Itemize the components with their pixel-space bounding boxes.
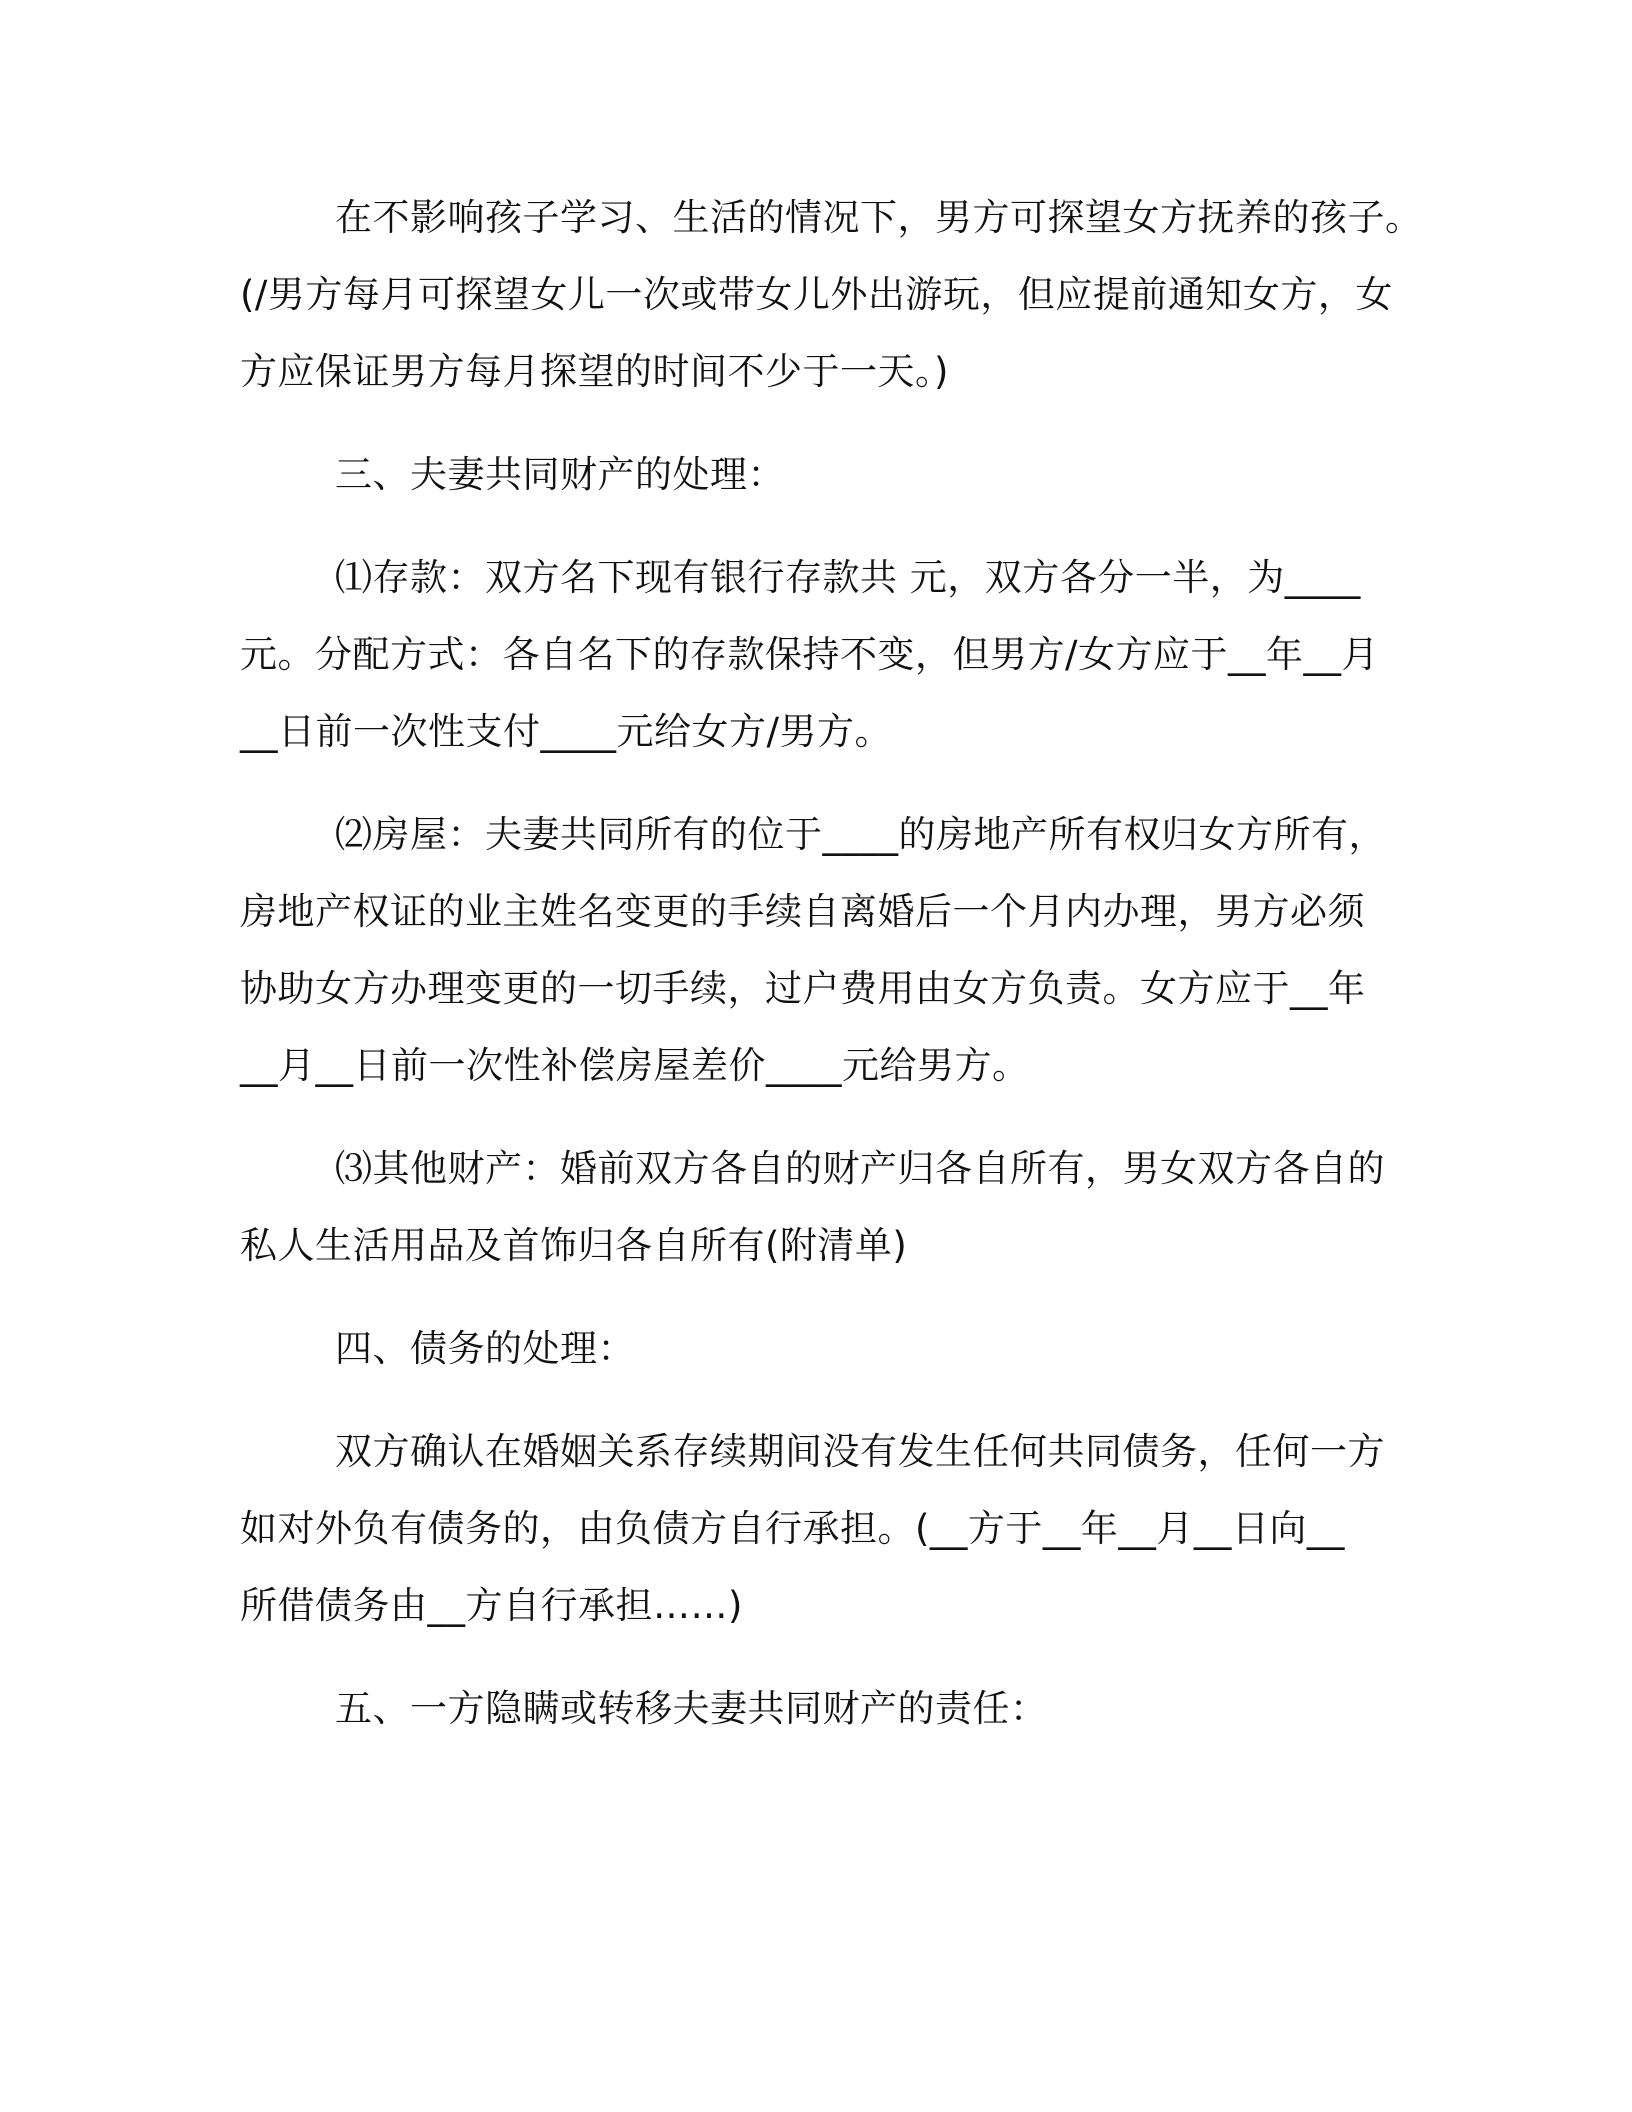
section-heading-debt: 四、债务的处理： bbox=[335, 1327, 635, 1370]
paragraph-visitation-line-2: (/男方每月可探望女儿一次或带女儿外出游玩，但应提前通知女方，女 bbox=[240, 273, 1393, 316]
paragraph-other-property-line-1: ⑶其他财产：婚前双方各自的财产归各自所有，男女双方各自的 bbox=[335, 1147, 1385, 1190]
paragraph-other-property-line-2: 私人生活用品及首饰归各自所有(附清单) bbox=[240, 1224, 908, 1267]
paragraph-house-line-2: 房地产权证的业主姓名变更的手续自离婚后一个月内办理，男方必须 bbox=[240, 890, 1365, 933]
paragraph-debt-line-3: 所借债务由__方自行承担……) bbox=[240, 1584, 743, 1627]
paragraph-house-line-3: 协助女方办理变更的一切手续，过户费用由女方负责。女方应于__年 bbox=[240, 967, 1366, 1010]
paragraph-visitation-line-1: 在不影响孩子学习、生活的情况下，男方可探望女方抚养的孩子。 bbox=[335, 196, 1423, 239]
paragraph-house-line-4: __月__日前一次性补偿房屋差价____元给男方。 bbox=[240, 1044, 1030, 1087]
paragraph-visitation-line-3: 方应保证男方每月探望的时间不少于一天。) bbox=[240, 350, 949, 393]
paragraph-deposit-line-1: ⑴存款：双方名下现有银行存款共 元，双方各分一半，为____ bbox=[335, 556, 1361, 599]
paragraph-deposit-line-3: __日前一次性支付____元给女方/男方。 bbox=[240, 710, 892, 753]
paragraph-debt-line-1: 双方确认在婚姻关系存续期间没有发生任何共同债务，任何一方 bbox=[335, 1430, 1385, 1473]
paragraph-deposit-line-2: 元。分配方式：各自名下的存款保持不变，但男方/女方应于__年__月 bbox=[240, 633, 1379, 676]
paragraph-house-line-1: ⑵房屋：夫妻共同所有的位于____的房地产所有权归女方所有， bbox=[335, 813, 1386, 856]
section-heading-property: 三、夫妻共同财产的处理： bbox=[335, 453, 785, 496]
section-heading-concealment: 五、一方隐瞒或转移夫妻共同财产的责任： bbox=[335, 1687, 1048, 1730]
paragraph-debt-line-2: 如对外负有债务的，由负债方自行承担。(__方于__年__月__日向__ bbox=[240, 1507, 1345, 1550]
